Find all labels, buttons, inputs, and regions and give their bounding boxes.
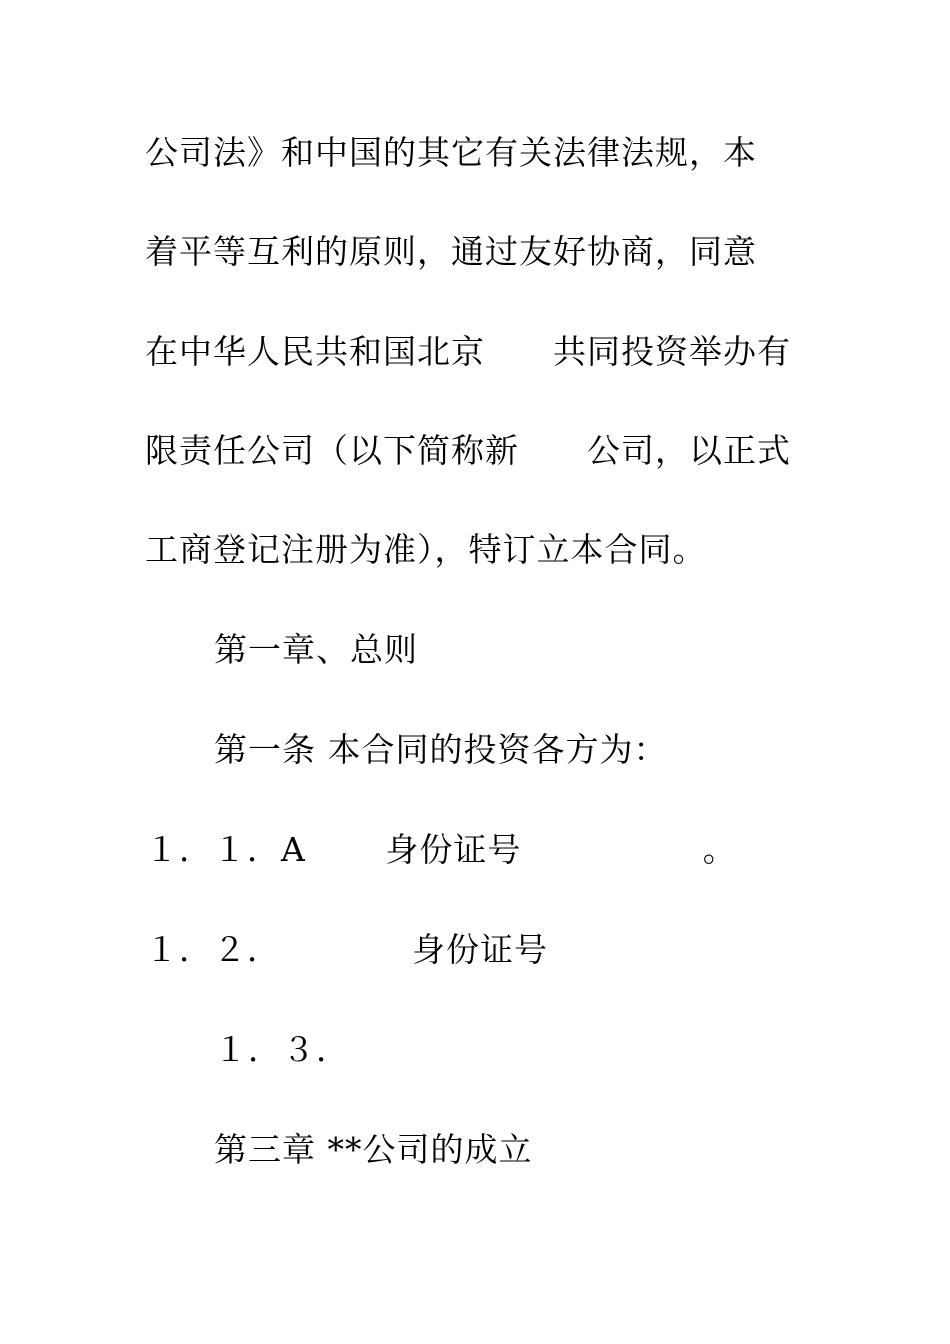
- body-text-line: 工商登记注册为准），特订立本合同。: [145, 530, 707, 569]
- body-text-line: 公司法》和中国的其它有关法律法规，本: [145, 133, 757, 172]
- article-heading: 第一条 本合同的投资各方为：: [214, 730, 668, 769]
- chapter-heading: 第一章、总则: [214, 630, 418, 669]
- chapter-heading: 第三章 **公司的成立: [214, 1130, 533, 1169]
- body-text-line: 着平等互利的原则，通过友好协商，同意: [145, 232, 757, 271]
- list-item: １．１．A 身份证号 。: [145, 830, 737, 869]
- body-text-line: 在中华人民共和国北京 共同投资举办有: [145, 332, 791, 371]
- list-item: １．２． 身份证号: [145, 930, 548, 969]
- list-item: １．３．: [214, 1030, 350, 1069]
- body-text-line: 限责任公司（以下简称新 公司，以正式: [145, 431, 791, 470]
